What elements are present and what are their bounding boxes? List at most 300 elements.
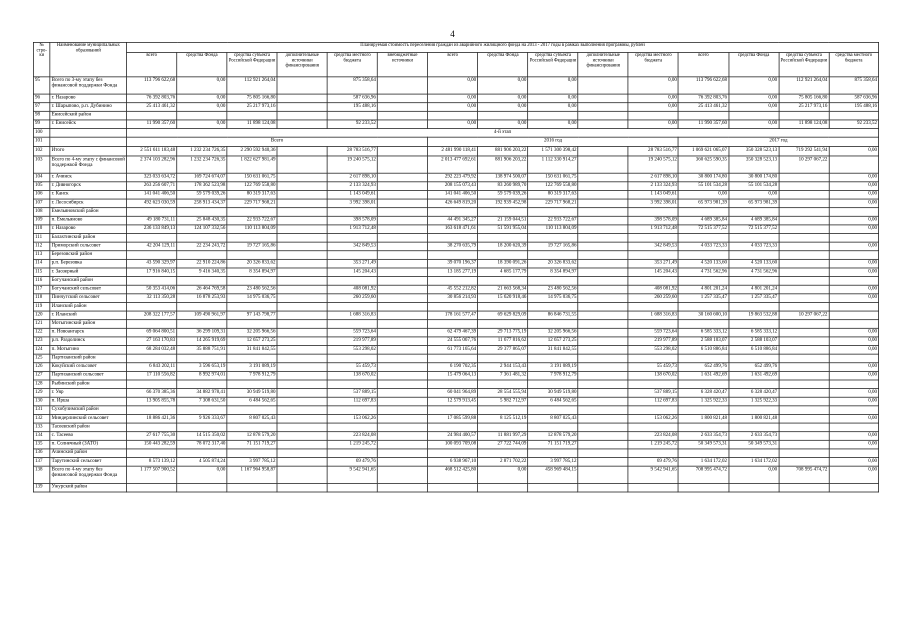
value-cell (528, 406, 578, 415)
value-cell: 65 973 981,39 (678, 199, 728, 208)
value-cell (277, 234, 327, 243)
header-col: всего (127, 53, 177, 77)
value-cell (528, 449, 578, 458)
value-cell: 3 596 653,19 (177, 363, 227, 372)
value-cell: 6 510 886,84 (678, 346, 728, 355)
value-cell: 0,00 (829, 182, 879, 191)
table-row (33, 320, 878, 329)
value-cell (227, 208, 277, 217)
value-cell: 0,00 (829, 414, 879, 423)
value-cell (729, 234, 779, 243)
value-cell: 10 297 067,22 (779, 156, 829, 173)
value-cell: 28 783 516,77 (327, 147, 377, 156)
value-cell: 4 520 133,60 (729, 259, 779, 268)
table-row (33, 294, 878, 303)
value-cell (578, 147, 628, 156)
value-cell (277, 337, 327, 346)
value-cell: 22 933 722,67 (528, 216, 578, 225)
value-cell: 0,00 (478, 103, 528, 112)
value-cell (779, 268, 829, 277)
value-cell (277, 182, 327, 191)
value-cell (829, 449, 879, 458)
value-cell: 17 916 840,15 (127, 268, 177, 277)
value-cell: 350 328 523,13 (729, 147, 779, 156)
value-cell: 92 233,52 (327, 120, 377, 129)
value-cell: 7 361 481,32 (478, 371, 528, 380)
row-number: 119 (33, 302, 50, 311)
value-cell (578, 440, 628, 449)
value-cell: 25 413 461,32 (678, 103, 728, 112)
value-cell: 62 479 467,39 (428, 328, 478, 337)
value-cell: 0,00 (829, 397, 879, 406)
value-cell (578, 294, 628, 303)
value-cell (578, 156, 628, 173)
value-cell (277, 380, 327, 389)
row-name: Всего по 4-му этапу без финансовой поддержки Фонда (50, 466, 126, 483)
value-cell: 112 921 264,04 (779, 77, 829, 94)
value-cell: 559 723,64 (327, 328, 377, 337)
value-cell (277, 320, 327, 329)
value-cell: 0,00 (428, 120, 478, 129)
value-cell: 92 233,52 (829, 120, 879, 129)
value-cell: 0,00 (829, 294, 879, 303)
value-cell: 0,00 (829, 328, 879, 337)
value-cell: 292 223 479,92 (428, 173, 478, 182)
table-row (33, 371, 878, 380)
value-cell (327, 234, 377, 243)
value-cell: 6 328 420,47 (729, 389, 779, 398)
value-cell: 0,00 (829, 225, 879, 234)
value-cell: 0,00 (829, 346, 879, 355)
value-cell (628, 251, 678, 260)
value-cell: 0,00 (729, 120, 779, 129)
value-cell: 350 328 523,13 (729, 156, 779, 173)
value-cell (779, 449, 829, 458)
row-name: Енисейский район (50, 111, 126, 120)
value-cell (779, 346, 829, 355)
value-cell: 0,00 (177, 103, 227, 112)
row-name: Миндерлинский сельсовет (50, 414, 126, 423)
value-cell (578, 397, 628, 406)
value-cell (478, 251, 528, 260)
value-cell: 8 125 512,19 (478, 414, 528, 423)
value-cell (779, 182, 829, 191)
value-cell: 537 889,15 (327, 389, 377, 398)
value-cell: 50 349 573,31 (678, 440, 728, 449)
row-number: 107 (33, 199, 50, 208)
value-cell (327, 302, 377, 311)
value-cell (528, 251, 578, 260)
value-cell (578, 190, 628, 199)
value-cell (277, 277, 327, 286)
value-cell (377, 328, 427, 337)
value-cell: 0,00 (177, 77, 227, 94)
value-cell (678, 234, 728, 243)
value-cell: 4 801 201,24 (729, 285, 779, 294)
row-number: 117 (33, 285, 50, 294)
row-number: 112 (33, 242, 50, 251)
value-cell: 18 200 620,39 (478, 242, 528, 251)
value-cell: 3 992 398,01 (327, 199, 377, 208)
value-cell: 26 464 769,58 (177, 285, 227, 294)
value-cell: 69 479,76 (327, 458, 377, 467)
value-cell: 12 657 273,25 (227, 337, 277, 346)
value-cell: 150 631 061,75 (227, 173, 277, 182)
value-cell: 208 322 177,57 (127, 311, 177, 320)
value-cell: 11 898 124,08 (779, 120, 829, 129)
row-number: 95 (33, 77, 50, 94)
value-cell: 178 362 523,98 (177, 182, 227, 191)
value-cell (578, 259, 628, 268)
value-cell: 28 554 555,94 (478, 389, 528, 398)
value-cell (377, 156, 427, 173)
value-cell: 0,00 (829, 466, 879, 483)
value-cell (277, 268, 327, 277)
header-col: средства субъекта Российской Федерации (227, 53, 277, 77)
value-cell (277, 208, 327, 217)
value-cell: 236 133 849,13 (127, 225, 177, 234)
row-name: Тасеевский район (50, 423, 126, 432)
value-cell (277, 440, 327, 449)
year-label: 2017 год (678, 137, 878, 146)
budget-table (33, 42, 879, 492)
value-cell: 0,00 (829, 440, 879, 449)
value-cell (729, 380, 779, 389)
value-cell (628, 423, 678, 432)
table-row (33, 111, 878, 120)
header-col: средства субъекта Российской Федерации (779, 53, 829, 77)
value-cell: 4 801 201,24 (678, 285, 728, 294)
row-number: 125 (33, 354, 50, 363)
value-cell: 652 499,76 (729, 363, 779, 372)
value-cell: 1 232 234 726,35 (177, 147, 227, 156)
value-cell (678, 380, 728, 389)
value-cell (578, 173, 628, 182)
row-name: Итого (50, 147, 126, 156)
value-cell: 4 731 562,96 (678, 268, 728, 277)
row-number: 101 (33, 137, 50, 146)
row-name: Приморский сельсовет (50, 242, 126, 251)
row-name: Тарутинский сельсовет (50, 458, 126, 467)
value-cell: 18 886 421,36 (127, 414, 177, 423)
value-cell: 13 905 855,78 (127, 397, 177, 406)
value-cell (277, 406, 327, 415)
value-cell: 72 515 377,52 (729, 225, 779, 234)
value-cell (127, 483, 177, 492)
value-cell: 353 271,49 (327, 259, 377, 268)
value-cell: 195 488,16 (327, 103, 377, 112)
row-number: 128 (33, 380, 50, 389)
value-cell: 150 443 282,59 (127, 440, 177, 449)
value-cell: 83 260 989,70 (478, 182, 528, 191)
value-cell (478, 302, 528, 311)
value-cell: 223 824,08 (327, 432, 377, 441)
value-cell (377, 199, 427, 208)
row-name: г. Дивногорск (50, 182, 126, 191)
value-cell (428, 406, 478, 415)
value-cell: 30 800 174,80 (729, 173, 779, 182)
row-name: Всего по 3-му этапу без финансовой поддержки Фонда (50, 77, 126, 94)
value-cell (428, 251, 478, 260)
table-row (33, 346, 878, 355)
value-cell (578, 225, 628, 234)
value-cell (628, 277, 678, 286)
value-cell (528, 302, 578, 311)
value-cell (277, 354, 327, 363)
value-cell (377, 346, 427, 355)
row-number: 116 (33, 277, 50, 286)
value-cell (779, 414, 829, 423)
value-cell (578, 458, 628, 467)
value-cell: 55 101 534,28 (678, 182, 728, 191)
value-cell: 35 888 751,91 (177, 346, 227, 355)
row-name (50, 129, 126, 138)
header-col: средства местного бюджета (829, 53, 879, 77)
header-group: Планируемая стоимость переселения граждан из аварийного жилищного фонда на 2013 - 2017 годы в рамках выполнения программы, рублей (127, 42, 879, 52)
value-cell: 3 191 089,19 (227, 363, 277, 372)
table-row (33, 77, 878, 94)
row-name: Кокуйский сельсовет (50, 363, 126, 372)
value-cell (177, 208, 227, 217)
value-cell: 1 325 922,33 (729, 397, 779, 406)
value-cell (377, 147, 427, 156)
table-row (33, 363, 878, 372)
row-number: 138 (33, 466, 50, 483)
value-cell: 0,00 (729, 94, 779, 103)
value-cell: 2 633 354,73 (729, 432, 779, 441)
value-cell (377, 259, 427, 268)
value-cell (177, 111, 227, 120)
value-cell: 19 240 575,12 (628, 156, 678, 173)
value-cell: 80 319 317,63 (528, 190, 578, 199)
value-cell: 32 113 350,28 (127, 294, 177, 303)
value-cell (578, 285, 628, 294)
value-cell: 1 232 234 726,35 (177, 156, 227, 173)
value-cell (377, 363, 427, 372)
value-cell (678, 302, 728, 311)
value-cell: 30 800 174,80 (678, 173, 728, 182)
value-cell: 4 505 874,24 (177, 458, 227, 467)
value-cell (377, 285, 427, 294)
value-cell (377, 182, 427, 191)
value-cell: 21 159 044,51 (478, 216, 528, 225)
value-cell (779, 337, 829, 346)
value-cell (779, 354, 829, 363)
value-cell: 0,00 (829, 458, 879, 467)
row-number: 126 (33, 363, 50, 372)
value-cell (578, 363, 628, 372)
value-cell (578, 346, 628, 355)
value-cell: 8 807 025,43 (227, 414, 277, 423)
value-cell: 652 499,76 (678, 363, 728, 372)
row-name: с. Тасеево (50, 432, 126, 441)
value-cell (377, 449, 427, 458)
row-name: Ачинский район (50, 449, 126, 458)
value-cell: 138 974 500,07 (478, 173, 528, 182)
value-cell: 76 392 803,76 (127, 94, 177, 103)
value-cell: 4 033 723,33 (729, 242, 779, 251)
value-cell (377, 440, 427, 449)
value-cell: 0,00 (829, 285, 879, 294)
value-cell: 38 270 635,79 (428, 242, 478, 251)
value-cell (478, 380, 528, 389)
table-row (33, 182, 878, 191)
value-cell: 0,00 (829, 259, 879, 268)
value-cell (277, 328, 327, 337)
value-cell: 14 515 350,02 (177, 432, 227, 441)
value-cell: 323 033 634,72 (127, 173, 177, 182)
value-cell: 9 542 941,65 (628, 466, 678, 483)
table-row (33, 234, 878, 243)
value-cell (377, 311, 427, 320)
value-cell (829, 277, 879, 286)
value-cell: 17 110 556,82 (127, 371, 177, 380)
value-cell (678, 449, 728, 458)
value-cell (729, 251, 779, 260)
value-cell (578, 406, 628, 415)
value-cell: 875 358,64 (327, 77, 377, 94)
value-cell (528, 483, 578, 492)
value-cell: 43 590 329,97 (127, 259, 177, 268)
value-cell (277, 285, 327, 294)
value-cell: 22 234 243,72 (177, 242, 227, 251)
value-cell (829, 208, 879, 217)
value-cell: 0,00 (729, 103, 779, 112)
value-cell (277, 466, 327, 483)
value-cell: 408 081,92 (628, 285, 678, 294)
value-cell (177, 483, 227, 492)
row-name: Богучанский район (50, 277, 126, 286)
row-number: 130 (33, 397, 50, 406)
value-cell: 6 585 333,12 (678, 328, 728, 337)
value-cell: 398 578,09 (628, 216, 678, 225)
value-cell (779, 285, 829, 294)
value-cell: 145 204,43 (628, 268, 678, 277)
value-cell (528, 380, 578, 389)
value-cell (578, 302, 628, 311)
value-cell: 1 688 316,83 (628, 311, 678, 320)
value-cell (277, 259, 327, 268)
value-cell: 6 484 562,65 (528, 397, 578, 406)
value-cell: 14 975 036,75 (227, 294, 277, 303)
value-cell (377, 406, 427, 415)
value-cell: 1 631 492,69 (678, 371, 728, 380)
value-cell: 80 319 317,63 (227, 190, 277, 199)
value-cell: 719 292 541,94 (779, 147, 829, 156)
row-name: Иланский район (50, 302, 126, 311)
value-cell: 5 982 712,97 (478, 397, 528, 406)
value-cell: 19 727 165,86 (227, 242, 277, 251)
stage-label: 4-й этап (127, 129, 879, 138)
value-cell (377, 423, 427, 432)
value-cell: 0,00 (829, 190, 879, 199)
table-row (33, 311, 878, 320)
value-cell (227, 423, 277, 432)
value-cell: 1 913 712,48 (327, 225, 377, 234)
row-name: Богучанский сельсовет (50, 285, 126, 294)
value-cell (478, 449, 528, 458)
value-cell (578, 337, 628, 346)
value-cell: 145 204,43 (327, 268, 377, 277)
value-cell: 1 913 712,48 (628, 225, 678, 234)
value-cell (327, 449, 377, 458)
value-cell: 51 591 955,04 (478, 225, 528, 234)
value-cell: 2 133 324,93 (327, 182, 377, 191)
value-cell (578, 268, 628, 277)
value-cell (779, 397, 829, 406)
value-cell: 29 377 865,07 (478, 346, 528, 355)
value-cell: 27 163 170,83 (127, 337, 177, 346)
value-cell (578, 449, 628, 458)
value-cell: 69 064 800,51 (127, 328, 177, 337)
value-cell (277, 111, 327, 120)
table-row (33, 328, 878, 337)
value-cell: 195 488,16 (829, 103, 879, 112)
value-cell: 0,00 (528, 94, 578, 103)
value-cell: 50 349 573,31 (729, 440, 779, 449)
row-number: 129 (33, 389, 50, 398)
value-cell (779, 458, 829, 467)
value-cell (227, 380, 277, 389)
value-cell: 97 143 798,77 (227, 311, 277, 320)
row-name: г. Уяр (50, 389, 126, 398)
value-cell: 208 155 073,43 (428, 182, 478, 191)
value-cell (127, 208, 177, 217)
value-cell: 0,00 (478, 120, 528, 129)
value-cell (277, 173, 327, 182)
value-cell: 1 688 316,83 (327, 311, 377, 320)
value-cell (678, 423, 728, 432)
value-cell (377, 94, 427, 103)
value-cell (628, 111, 678, 120)
value-cell (428, 354, 478, 363)
row-number: 108 (33, 208, 50, 217)
value-cell (377, 432, 427, 441)
value-cell (729, 449, 779, 458)
value-cell (177, 234, 227, 243)
row-number: 100 (33, 129, 50, 138)
value-cell (729, 277, 779, 286)
value-cell: 408 081,92 (327, 285, 377, 294)
value-cell (779, 380, 829, 389)
value-cell: 32 205 966,56 (227, 328, 277, 337)
table-row (33, 147, 878, 156)
value-cell: 0,00 (177, 94, 227, 103)
table-row (33, 173, 878, 182)
value-cell (377, 371, 427, 380)
table-row (33, 259, 878, 268)
value-cell (277, 423, 327, 432)
value-cell (779, 320, 829, 329)
row-number: 102 (33, 147, 50, 156)
row-name: г. Назарово (50, 94, 126, 103)
table-row (33, 208, 878, 217)
row-name: Сухобузимский район (50, 406, 126, 415)
row-name: Березовский район (50, 251, 126, 260)
value-cell: 192 939 452,98 (478, 199, 528, 208)
value-cell (578, 414, 628, 423)
value-cell: 112 921 264,04 (227, 77, 277, 94)
year-label: 2016 год (428, 137, 679, 146)
table-row (33, 216, 878, 225)
value-cell: 342 849,53 (327, 242, 377, 251)
value-cell (829, 302, 879, 311)
value-cell (327, 406, 377, 415)
table-row (33, 458, 878, 467)
value-cell: 4 685 177,79 (478, 268, 528, 277)
row-name: г. Заозерный (50, 268, 126, 277)
value-cell: 12 657 273,25 (528, 337, 578, 346)
